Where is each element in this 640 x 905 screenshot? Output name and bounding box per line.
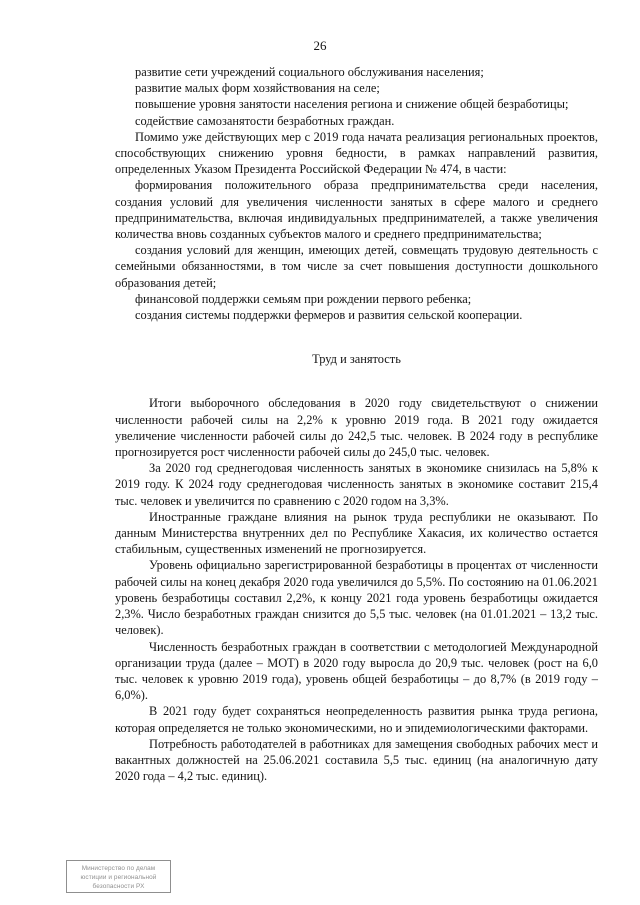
list-item: содействие самозанятости безработных граждан. [135,113,395,128]
paragraph: Уровень официально зарегистрированной безработицы в процентах от численности рабочей силы на конец декабря 2020 года увеличился до 5,5%. По состоянию на 01.06.2021 уровень безработицы составил 2,2%, к концу 2021 года уровень безработицы ожидается 2,3%. Число безработных граждан снизится до 5,5 тыс. человек (на 01.01.2021 – 13,2 тыс. человек). [115,558,598,638]
list-item: развитие сети учреждений социального обслуживания населения; [135,65,484,79]
registration-stamp [66,860,171,893]
list-item: создания условий для женщин, имеющих детей, совмещать трудовую деятельность с семейными обязанностями, в том числе за счет повышения доступности дошкольного образования детей; [115,243,598,290]
stamp-line: безопасности РХ [92,883,145,890]
paragraph: Потребность работодателей в работниках для замещения свободных рабочих мест и вакантных должностей на 25.06.2021 составила 5,5 тыс. единиц (на аналогичную дату 2020 года – 4,2 тыс. единиц). [115,736,598,784]
section-heading: Труд и занятость [312,352,401,367]
list-item: создания системы поддержки фермеров и развития сельской кооперации. [135,308,523,323]
paragraph: В 2021 году будет сохраняться неопределенность развития рынка труда региона, которая определяется не только экономическими, но и эпидемиологическими факторами. [115,704,598,735]
paragraph: Иностранные граждане влияния на рынок труда республики не оказывают. По данным Министерства внутренних дел по Республике Хакасия, их количество остается стабильным, существенных изменений не прогнозируется. [115,509,598,557]
paragraph: Итоги выборочного обследования в 2020 году свидетельствуют о снижении численности рабочей силы на 2,2% к уровню 2019 года. В 2021 году ожидается увеличение численности рабочей силы до 242,5 тыс. человек. В 2024 году в республике прогнозируется рост численности рабочей силы до 245,0 тыс. человек. [115,396,598,460]
stamp-line: Министерство по делам [81,865,156,872]
stamp-line: юстиции и региональной [80,874,157,881]
paragraph: Помимо уже действующих мер с 2019 года начата реализация региональных проектов, способствующих снижению уровня бедности, в рамках направлений развития, определенных Указом Президента Российской Федерации № 474, в части: [115,129,598,177]
document-body [115,64,598,784]
paragraph: Численность безработных граждан в соответствии с методологией Международной организации труда (далее – МОТ) в 2020 году выросла до 20,9 тыс. человек (рост на 6,0 тыс. человек к уровню 2019 года), уровень общей безработицы – до 8,7% (в 2019 году – 6,0%). [115,639,598,703]
list-item: развитие малых форм хозяйствования на селе; [135,81,380,96]
list-item: финансовой поддержки семьям при рождении первого ребенка; [135,291,472,306]
paragraph: За 2020 год среднегодовая численность занятых в экономике снизилась на 5,8% к 2019 году. К 2024 году среднегодовая численность занятых в экономике составит 215,4 тыс. человек и увеличится по сравнению с 2020 годом на 3,3%. [115,461,598,508]
page-number: 26 [313,38,327,53]
list-item: формирования положительного образа предпринимательства среди населения, создания условий для увеличения численности занятых в сфере малого и среднего предпринимательства, включая индивидуальных предпринимателей, а также увеличения количества вновь созданных субъектов малого и среднего предпринимательства; [115,178,598,242]
list-item: повышение уровня занятости населения региона и снижение общей безработицы; [135,97,569,112]
